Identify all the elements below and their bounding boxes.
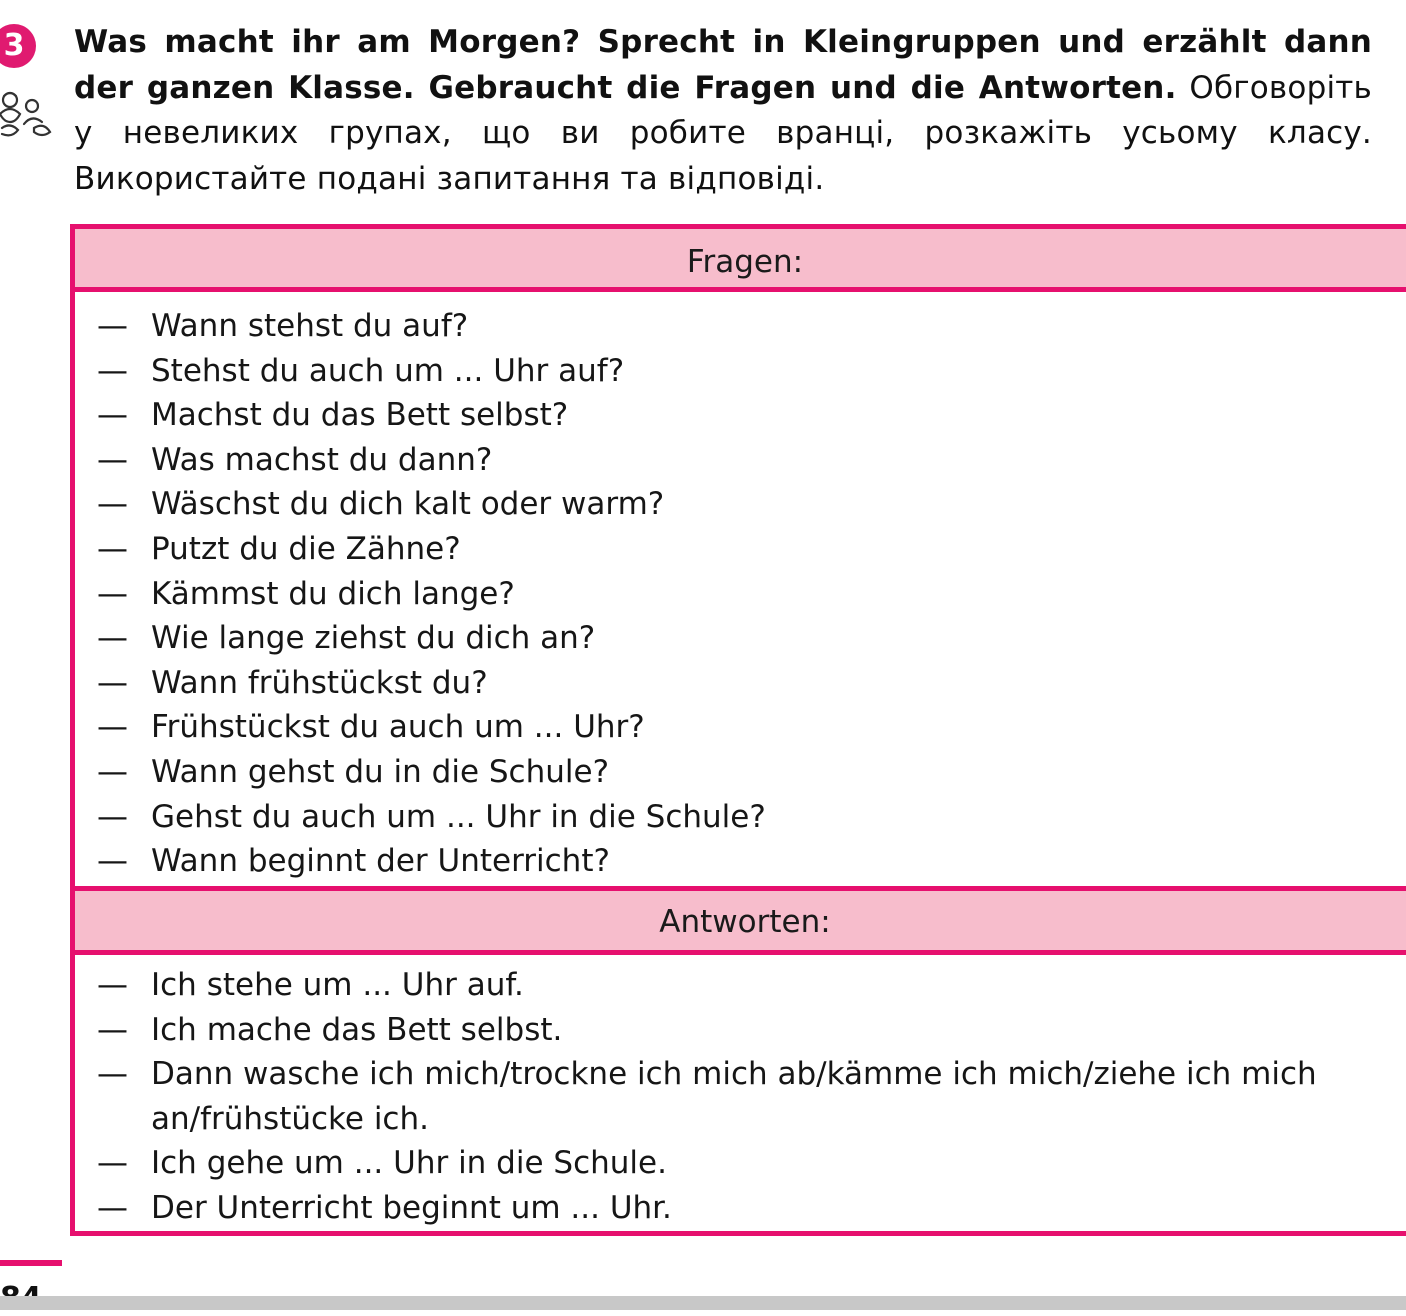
pair-work-icon xyxy=(0,84,58,148)
dash: — xyxy=(97,1189,128,1226)
dash: — xyxy=(97,1145,128,1182)
answers-header: Antworten: xyxy=(75,886,1406,955)
list-item xyxy=(97,438,1357,483)
instruction-german: Was macht ihr am Morgen? Sprecht in Kleingruppen und erzählt dann der ganzen Klasse. Gebraucht die Fragen und die Antworten. xyxy=(74,24,1372,106)
list-item xyxy=(97,349,1357,394)
answers-list xyxy=(97,963,1377,1231)
list-item xyxy=(97,482,1357,527)
question-text: Kämmst du dich lange? xyxy=(151,575,515,612)
list-item xyxy=(97,1008,1377,1053)
dash: — xyxy=(97,843,128,880)
list-item xyxy=(97,963,1377,1008)
dash: — xyxy=(97,530,128,567)
list-item xyxy=(97,393,1357,438)
question-text: Machst du das Bett selbst? xyxy=(151,397,569,434)
dash: — xyxy=(97,620,128,657)
question-text: Wäschst du dich kalt oder warm? xyxy=(151,486,665,523)
questions-list xyxy=(97,304,1357,884)
list-item xyxy=(97,304,1357,349)
dash: — xyxy=(97,709,128,746)
dash: — xyxy=(97,753,128,790)
question-text: Gehst du auch um ... Uhr in die Schule? xyxy=(151,798,766,835)
list-item xyxy=(97,1141,1377,1186)
question-text: Putzt du die Zähne? xyxy=(151,530,461,567)
list-item xyxy=(97,572,1357,617)
viewer-bottom-bar xyxy=(0,1296,1406,1310)
list-item xyxy=(97,527,1357,572)
dash: — xyxy=(97,575,128,612)
list-item xyxy=(97,1186,1377,1231)
answer-text: Der Unterricht beginnt um ... Uhr. xyxy=(151,1189,672,1226)
dash: — xyxy=(97,1056,128,1093)
instruction-ukrainian: Обговоріть у невеликих групах, що ви робите вранці, розкажіть усьому класу. Використайте подані запитання та відповіді. xyxy=(74,69,1372,197)
dash: — xyxy=(97,967,128,1003)
answer-text: Ich mache das Bett selbst. xyxy=(151,1011,563,1048)
list-item xyxy=(97,839,1357,884)
list-item xyxy=(97,750,1357,795)
list-item xyxy=(97,795,1357,840)
question-text: Wann gehst du in die Schule? xyxy=(151,753,610,790)
questions-header: Fragen: xyxy=(75,229,1406,292)
dash: — xyxy=(97,352,128,389)
dash: — xyxy=(97,397,128,434)
question-text: Wann stehst du auf? xyxy=(151,308,469,344)
dash: — xyxy=(97,486,128,523)
dash: — xyxy=(97,664,128,701)
dash: — xyxy=(97,441,128,478)
question-text: Wann frühstückst du? xyxy=(151,664,488,701)
question-text: Wie lange ziehst du dich an? xyxy=(151,620,596,657)
question-text: Wann beginnt der Unterricht? xyxy=(151,843,610,880)
exercise-instruction xyxy=(74,20,1372,202)
list-item xyxy=(97,616,1357,661)
list-item xyxy=(97,661,1357,706)
list-item xyxy=(97,1052,1377,1141)
dash: — xyxy=(97,798,128,835)
list-item xyxy=(97,705,1357,750)
dash: — xyxy=(97,1011,128,1048)
answer-text: Ich stehe um ... Uhr auf. xyxy=(151,967,524,1003)
page-number-rule xyxy=(0,1260,62,1266)
question-text: Frühstückst du auch um ... Uhr? xyxy=(151,709,645,746)
question-text: Stehst du auch um ... Uhr auf? xyxy=(151,352,625,389)
question-text: Was machst du dann? xyxy=(151,441,493,478)
answer-text: Ich gehe um ... Uhr in die Schule. xyxy=(151,1145,667,1182)
exercise-number-badge: 3 xyxy=(0,24,36,68)
phrases-table xyxy=(70,224,1406,1236)
answer-text: Dann wasche ich mich/trockne ich mich ab/kämme ich mich/ziehe ich mich an/frühstücke ich. xyxy=(151,1056,1317,1137)
dash: — xyxy=(97,308,128,344)
